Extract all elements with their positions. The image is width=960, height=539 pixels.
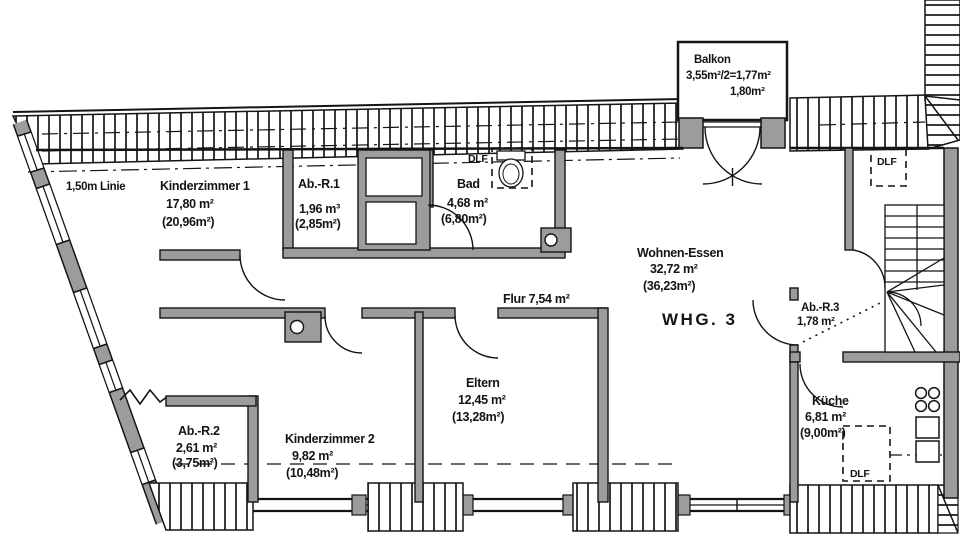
room-label-wohnen-essen — [637, 246, 723, 293]
svg-text:1,96 m³: 1,96 m³ — [299, 202, 340, 216]
svg-text:(9,00m²): (9,00m²) — [800, 426, 846, 440]
window — [131, 448, 155, 485]
room-label-kueche — [800, 394, 849, 440]
svg-text:9,82 m²: 9,82 m² — [292, 449, 333, 463]
skylight-label: DLF — [877, 156, 897, 168]
door-kinderzimmer1 — [240, 255, 285, 300]
svg-text:(36,23m²): (36,23m²) — [643, 279, 696, 293]
svg-text:(2,85m²): (2,85m²) — [295, 217, 341, 231]
svg-text:17,80 m²: 17,80 m² — [166, 197, 214, 211]
svg-text:(6,80m²): (6,80m²) — [441, 212, 487, 226]
room-label-abstellraum2 — [172, 424, 220, 470]
room-label-abstellraum1 — [295, 177, 341, 231]
svg-text:Ab.-R.2: Ab.-R.2 — [178, 424, 220, 438]
svg-text:1,78 m²: 1,78 m² — [797, 316, 835, 328]
skylight-box-bad — [492, 148, 532, 188]
svg-text:3,55m²/2=1,77m²: 3,55m²/2=1,77m² — [686, 70, 771, 82]
wall-post — [761, 118, 785, 148]
balcony-double-door — [703, 127, 762, 186]
dormer-hatch-boxes — [149, 483, 958, 533]
svg-text:Balkon: Balkon — [694, 54, 731, 66]
room-label-eltern — [452, 376, 506, 424]
svg-text:2,61 m²: 2,61 m² — [176, 441, 217, 455]
svg-text:4,68 m²: 4,68 m² — [447, 196, 488, 210]
annotation-line-label: 1,50m Linie — [66, 181, 126, 193]
svg-text:Kinderzimmer 2: Kinderzimmer 2 — [285, 432, 375, 446]
room-label-kinderzimmer1 — [160, 179, 250, 229]
chimney-block — [285, 312, 321, 342]
interior-walls — [160, 148, 960, 502]
wall-post — [352, 495, 366, 515]
svg-text:32,72 m²: 32,72 m² — [650, 262, 698, 276]
room-label-bad — [441, 153, 488, 226]
wc-icon — [497, 151, 525, 187]
svg-text:(20,96m²): (20,96m²) — [162, 215, 215, 229]
wall-post — [679, 118, 703, 148]
svg-text:Wohnen-Essen: Wohnen-Essen — [637, 246, 724, 260]
door-kinderzimmer2 — [325, 316, 362, 353]
svg-text:Bad: Bad — [457, 177, 480, 191]
door-abstellraum3 — [753, 300, 798, 345]
roof-edge-band-top-right — [790, 0, 960, 151]
svg-text:(13,28m²): (13,28m²) — [452, 410, 505, 424]
apartment-title: WHG. 3 — [662, 310, 738, 329]
skylight-label: DLF — [468, 153, 488, 165]
svg-text:Eltern: Eltern — [466, 376, 500, 390]
room-label-kinderzimmer2 — [285, 432, 375, 480]
svg-text:Küche: Küche — [812, 394, 849, 408]
staircase — [885, 205, 944, 352]
chimney-block — [541, 228, 571, 252]
kitchen-counter — [916, 417, 939, 462]
svg-text:Ab.-R.3: Ab.-R.3 — [801, 302, 840, 314]
door-eltern — [455, 316, 498, 358]
svg-text:(10,48m²): (10,48m²) — [286, 466, 339, 480]
installation-shaft — [358, 150, 430, 250]
svg-text:Ab.-R.1: Ab.-R.1 — [298, 177, 340, 191]
svg-text:(3,75m²): (3,75m²) — [172, 456, 218, 470]
room-label-flur: Flur 7,54 m² — [503, 292, 570, 306]
room-label-abstellraum3 — [797, 302, 839, 328]
cooktop-icon — [916, 388, 940, 412]
skylight-label: DLF — [850, 468, 870, 480]
svg-text:Kinderzimmer 1: Kinderzimmer 1 — [160, 179, 250, 193]
exterior-wall-right — [944, 148, 958, 498]
door-stair-hall — [853, 250, 885, 288]
svg-text:1,80m²: 1,80m² — [730, 86, 765, 98]
svg-text:12,45 m²: 12,45 m² — [458, 393, 506, 407]
roof-edge-band-top — [13, 99, 683, 164]
window — [690, 500, 784, 510]
svg-text:6,81 m²: 6,81 m² — [805, 410, 846, 424]
